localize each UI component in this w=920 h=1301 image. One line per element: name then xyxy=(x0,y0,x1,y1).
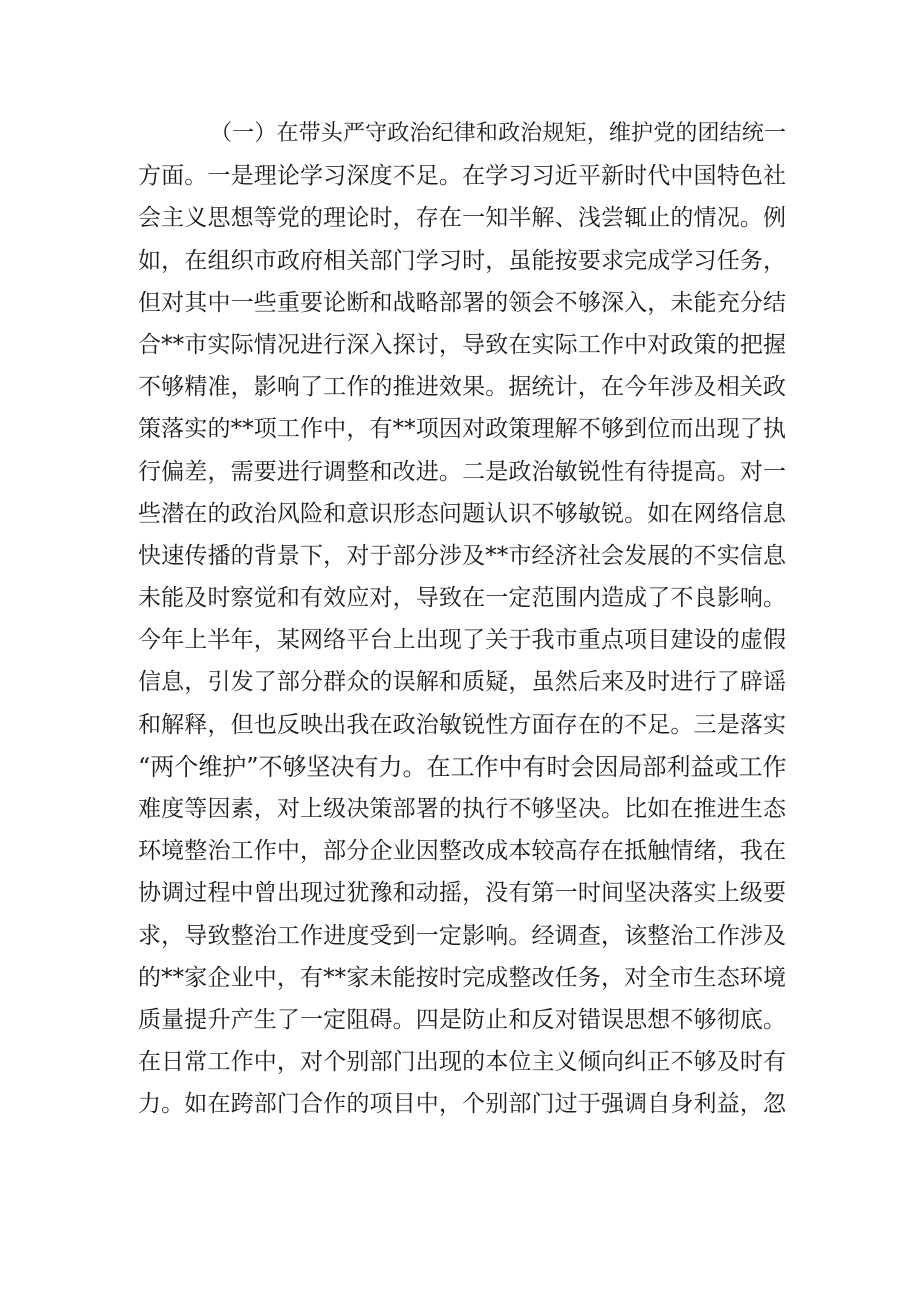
text-line: 不够精准，影响了工作的推进效果。据统计，在今年涉及相关政 xyxy=(138,374,786,401)
text-line: 质量提升产生了一定阻碍。四是防止和反对错误思想不够彻底。 xyxy=(138,1006,786,1033)
text-line: 力。如在跨部门合作的项目中，个别部门过于强调自身利益，忽 xyxy=(138,1091,786,1118)
text-line: 行偏差，需要进行调整和改进。二是政治敏锐性有待提高。对一 xyxy=(138,458,786,485)
text-line: 今年上半年，某网络平台上出现了关于我市重点项目建设的虚假 xyxy=(138,627,786,654)
text-line: 但对其中一些重要论断和战略部署的领会不够深入，未能充分结 xyxy=(138,289,786,316)
text-line: 策落实的**项工作中，有**项因对政策理解不够到位而出现了执 xyxy=(138,416,786,443)
text-line: 未能及时察觉和有效应对，导致在一定范围内造成了不良影响。 xyxy=(138,585,786,612)
text-line: 的**家企业中，有**家未能按时完成整改任务，对全市生态环境 xyxy=(138,964,786,991)
text-line: 信息，引发了部分群众的误解和质疑，虽然后来及时进行了辟谣 xyxy=(138,669,786,696)
text-line: 协调过程中曾出现过犹豫和动摇，没有第一时间坚决落实上级要 xyxy=(138,880,786,907)
text-line: 在日常工作中，对个别部门出现的本位主义倾向纠正不够及时有 xyxy=(138,1049,786,1076)
text-line: 会主义思想等党的理论时，存在一知半解、浅尝辄止的情况。例 xyxy=(138,205,786,232)
text-line: 难度等因素，对上级决策部署的执行不够坚决。比如在推进生态 xyxy=(138,796,786,822)
body-paragraph xyxy=(138,113,786,1126)
text-line: 如，在组织市政府相关部门学习时，虽能按要求完成学习任务， xyxy=(138,247,786,274)
text-line: 快速传播的背景下，对于部分涉及**市经济社会发展的不实信息 xyxy=(138,542,786,569)
text-line: “两个维护”不够坚决有力。在工作中有时会因局部利益或工作 xyxy=(138,752,787,781)
text-line: 和解释，但也反映出我在政治敏锐性方面存在的不足。三是落实 xyxy=(138,711,786,738)
text-line: 求，导致整治工作进度受到一定影响。经调查，该整治工作涉及 xyxy=(138,922,786,949)
text-line: 些潜在的政治风险和意识形态问题认识不够敏锐。如在网络信息 xyxy=(138,500,786,527)
text-line: 方面。一是理论学习深度不足。在学习习近平新时代中国特色社 xyxy=(138,163,786,190)
text-line: 合**市实际情况进行深入探讨，导致在实际工作中对政策的把握 xyxy=(138,331,786,358)
text-line: （一）在带头严守政治纪律和政治规矩，维护党的团结统一 xyxy=(210,121,786,146)
text-line: 环境整治工作中，部分企业因整改成本较高存在抵触情绪，我在 xyxy=(138,838,786,865)
